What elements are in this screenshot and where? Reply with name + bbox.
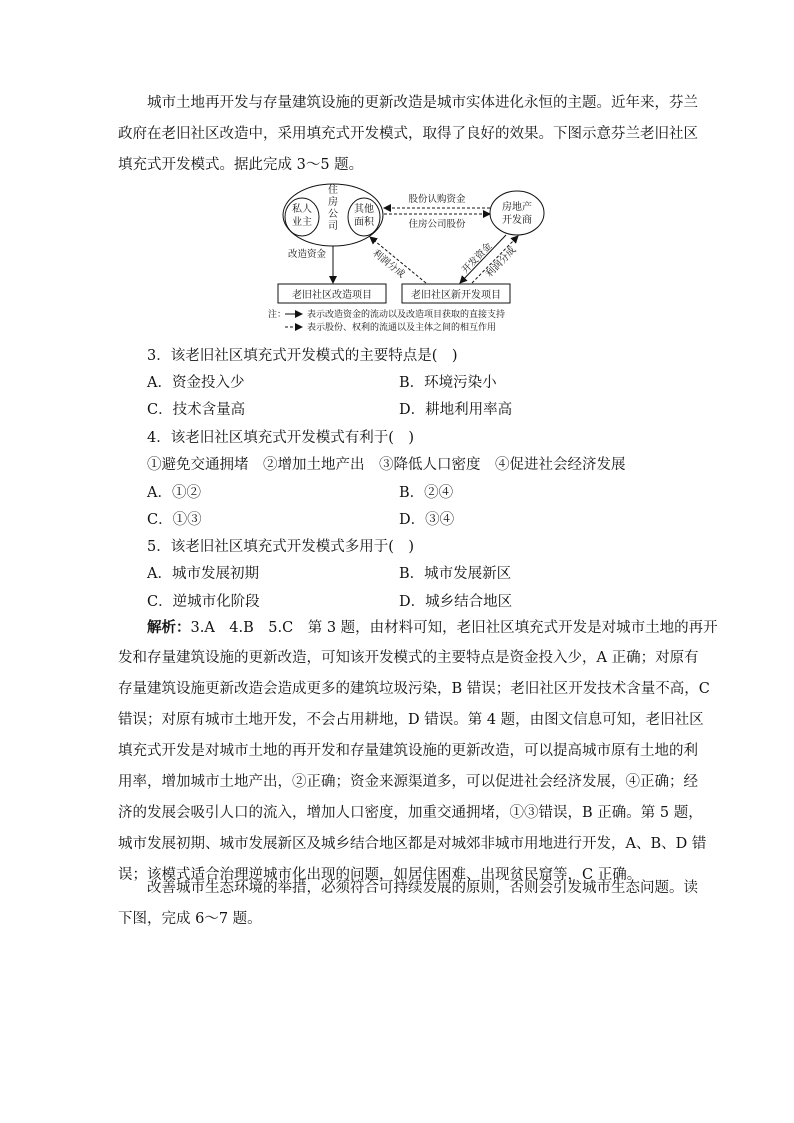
finland-infill-development-diagram <box>260 180 560 335</box>
question-3-option-b[interactable]: B．环境污染小 <box>399 375 497 391</box>
next-section-line: 下图，完成 6～7 题。 <box>118 911 262 927</box>
intro-line: 填充式开发模式。据此完成 3～5 题。 <box>118 157 364 173</box>
question-4-option-a[interactable]: A．①② <box>147 485 201 501</box>
question-5-option-a[interactable]: A．城市发展初期 <box>147 566 259 582</box>
renovation-project-label: 老旧社区改造项目 <box>292 290 372 301</box>
share-purchase-label: 股份认购资金 <box>408 194 466 205</box>
question-3-option-d[interactable]: D．耕地利用率高 <box>399 402 513 418</box>
developer-ellipse <box>490 191 544 235</box>
private-owner-label: 业主 <box>292 217 312 228</box>
housing-company-label: 住 <box>328 185 338 196</box>
private-owner-label: 私人 <box>292 204 312 215</box>
developer-label: 开发商 <box>502 215 532 226</box>
other-area-label: 其他 <box>354 204 374 215</box>
analysis-label: 解析： <box>147 619 191 636</box>
question-4-items: ①避免交通拥堵 ②增加土地产出 ③降低人口密度 ④促进社会经济发展 <box>147 457 626 473</box>
analysis-line: 误；该模式适合治理逆城市化出现的问题，如居住困难、出现贫民窟等，C 正确。 <box>118 867 642 883</box>
question-5-option-b[interactable]: B．城市发展新区 <box>399 566 512 582</box>
analysis-first-line: 3.A 4.B 5.C 第 3 题，由材料可知，老旧社区填充式开发是对城市土地的再开 <box>190 620 718 636</box>
development-funds-label: 开发资金 <box>460 240 495 276</box>
intro-line: 城市土地再开发与存量建筑设施的更新改造是城市实体进化永恒的主题。近年来，芬兰 <box>147 95 698 111</box>
question-3-option-c[interactable]: C．技术含量高 <box>147 402 246 418</box>
note-label: 注： <box>268 310 287 320</box>
developer-label: 房地产 <box>502 202 532 213</box>
profit-sharing-right-label: 利润分成 <box>484 244 519 280</box>
renovation-funds-label: 改造资金 <box>287 249 327 260</box>
housing-shares-label: 住房公司股份 <box>408 219 466 230</box>
analysis-line: 城市发展初期、城市发展新区及城乡结合地区都是对城郊非城市用地进行开发，A、B、D 错 <box>118 836 707 852</box>
question-3-stem: 3．该老旧社区填充式开发模式的主要特点是( ) <box>147 348 458 364</box>
analysis-line: 错误；对原有城市土地开发，不会占用耕地，D 错误。第 4 题，由图文信息可知，老旧社区 <box>118 712 704 728</box>
profit-sharing-left-label: 利润分成 <box>370 247 407 281</box>
analysis-line: 填充式开发是对城市土地的再开发和存量建筑设施的更新改造，可以提高城市原有土地的利 <box>118 743 698 759</box>
question-4-stem: 4．该老旧社区填充式开发模式有利于( ) <box>147 430 415 446</box>
intro-paragraph <box>118 88 698 181</box>
question-5-stem: 5．该老旧社区填充式开发模式多用于( ) <box>147 539 415 555</box>
question-4-option-b[interactable]: B．②④ <box>399 485 454 501</box>
analysis-line: 存量建筑设施更新改造会造成更多的建筑垃圾污染，B 错误；老旧社区开发技术含量不高，C <box>118 681 710 697</box>
question-3-option-a[interactable]: A．资金投入少 <box>147 375 245 391</box>
analysis-paragraph <box>118 612 718 891</box>
question-5-option-c[interactable]: C．逆城市化阶段 <box>147 594 260 610</box>
analysis-line: 济的发展会吸引人口的流入，增加人口密度，加重交通拥堵，①③错误，B 正确。第 5 题， <box>118 805 703 821</box>
housing-company-label: 公 <box>328 209 338 220</box>
intro-line: 政府在老旧社区改造中，采用填充式开发模式，取得了良好的效果。下图示意芬兰老旧社区 <box>118 126 698 142</box>
analysis-line: 发和存量建筑设施的更新改造，可知该开发模式的主要特点是资金投入少，A 正确；对原有 <box>118 650 699 666</box>
housing-company-label: 房 <box>328 197 338 208</box>
note-solid-text: 表示改造资金的流动以及改造项目获取的直接支持 <box>307 310 506 320</box>
new-dev-project-label: 老旧社区新开发项目 <box>411 290 501 301</box>
analysis-line: 用率，增加城市土地产出，②正确；资金来源渠道多，可以促进社会经济发展，④正确；经 <box>118 774 698 790</box>
question-4-option-d[interactable]: D．③④ <box>399 512 455 528</box>
next-section-paragraph <box>118 873 698 935</box>
next-section-line: 改善城市生态环境的举措，必须符合可持续发展的原则，否则会引发城市生态问题。读 <box>147 880 698 896</box>
housing-company-label: 司 <box>328 221 338 232</box>
question-5-option-d[interactable]: D．城乡结合地区 <box>399 594 513 610</box>
analysis-line <box>118 612 718 643</box>
question-4-option-c[interactable]: C．①③ <box>147 512 202 528</box>
note-dashed-text: 表示股份、权利的流通以及主体之间的相互作用 <box>307 323 497 333</box>
other-area-label: 面积 <box>354 217 374 228</box>
